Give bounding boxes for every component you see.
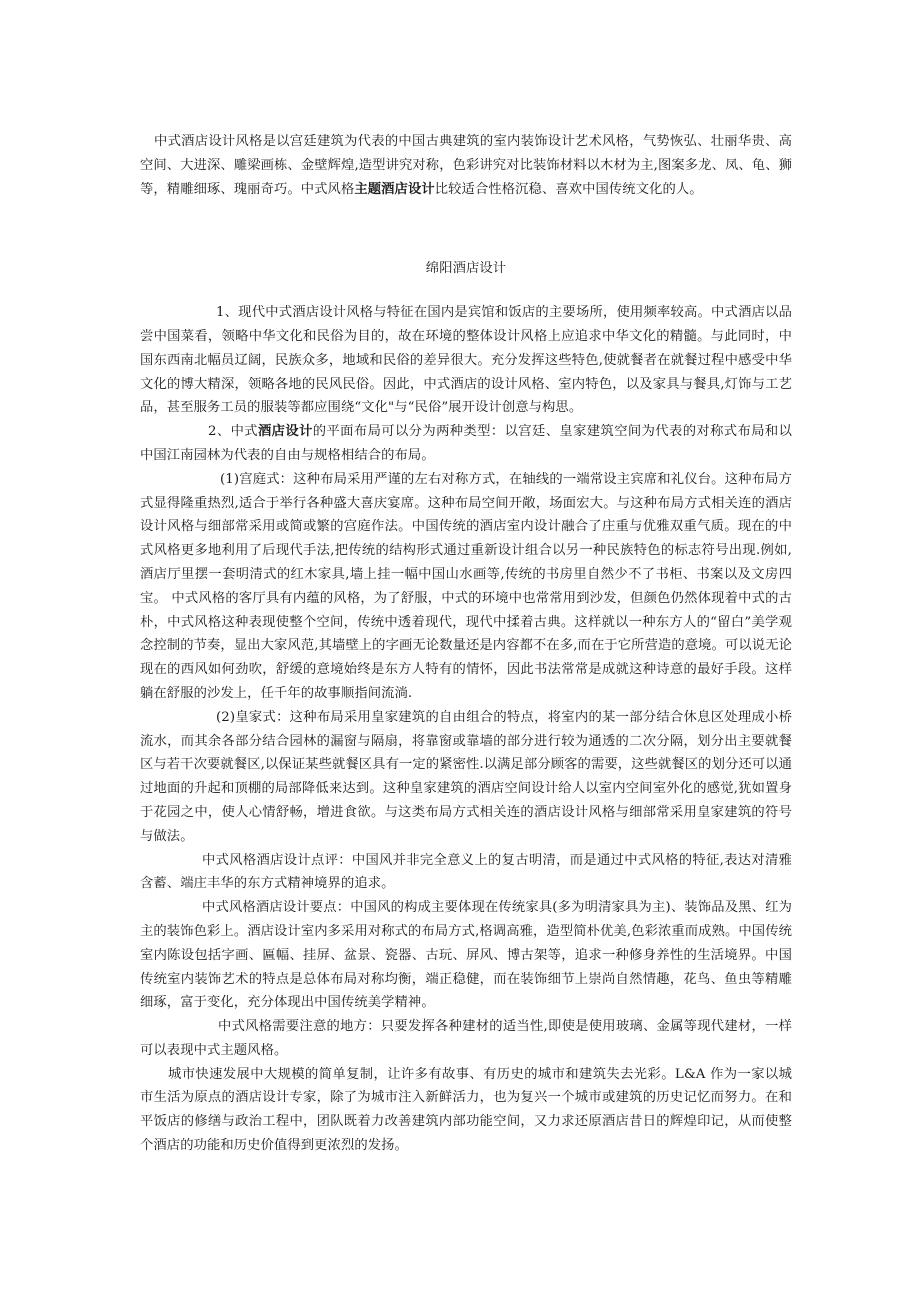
- paragraph-review: 中式风格酒店设计点评：中国风并非完全意义上的复古明清，而是通过中式风格的特征,表达对清雅含蓄、端庄丰华的东方式精神境界的追求。: [140, 852, 792, 892]
- intro-paragraph: [140, 130, 792, 201]
- para2-bold-link[interactable]: 酒店设计: [257, 424, 313, 440]
- para2-text-2: 的平面布局可以分为两种类型：以宫廷、皇家建筑空间为代表的对称式布局和以中国江南园林为代表的自由与规格相结合的布局。: [140, 424, 792, 463]
- intro-text-2: 比较适合性格沉稳、喜欢中国传统文化的人。: [434, 181, 703, 197]
- intro-text-1: 中式酒店设计风格是以宫廷建筑为代表的中国古典建筑的室内装饰设计艺术风格，气势恢弘、壮丽华贵、高空间、大进深、雕梁画栋、金壁辉煌,造型讲究对称，色彩讲究对比装饰材料以木材为主,图案多龙、凤、龟、狮等，精雕细琢、瑰丽奇巧。中式风格: [140, 134, 792, 197]
- document-body: [140, 130, 792, 1158]
- paragraph-1: 1、现代中式酒店设计风格与特征在国内是宾馆和饭店的主要场所，使用频率较高。中式酒店以品尝中国菜看，领略中华文化和民俗为目的，故在环境的整体设计风格上应追求中华文化的精髓。与此同时，中国东西南北幅员辽阔，民族众多，地域和民俗的差异很大。充分发挥这些特色,使就餐者在就餐过程中感受中华文化的博大精深，领略各地的民风民俗。因此，中式酒店的设计风格、室内特色，以及家具与餐具,灯饰与工艺品，甚至服务工员的服装等都应围绕“文化"与“民俗”展开设计创意与构思。: [140, 305, 792, 416]
- paragraph-2: [140, 420, 792, 468]
- paragraph-key-points: 中式风格酒店设计要点：中国风的构成主要体现在传统家具(多为明清家具为主)、装饰品及黑、红为主的装饰色彩上。酒店设计室内多采用对称式的布局方式,格调高雅，造型简朴优美,色彩浓重而成熟。中国传统室内陈设包括字画、匾幅、挂屏、盆景、瓷器、古玩、屏风、博古架等，追求一种修身养性的生活境界。中国传统室内装饰艺术的特点是总体布局对称均衡，端正稳健，而在装饰细节上崇尚自然情趣，花鸟、鱼虫等精雕细琢，富于变化，充分体现出中国传统美学精神。: [140, 900, 792, 1011]
- paragraph-notes: 中式风格需要注意的地方：只要发挥各种建材的适当性,即使是使用玻璃、金属等现代建材，一样可以表现中式主题风格。: [140, 1019, 792, 1058]
- paragraph-palace-style: (1)宫庭式：这种布局采用严谨的左右对称方式，在轴线的一端常设主宾席和礼仪台。这种布局方式显得隆重热烈,适合于举行各种盛大喜庆宴席。这种布局空间开敞，场面宏大。与这种布局方式相关连的酒店设计风格与细部常采用或简或繁的宫庭作法。中国传统的酒店室内设计融合了庄重与优雅双重气质。现在的中式风格更多地利用了后现代手法,把传统的结构形式通过重新设计组合以另一种民族特色的标志符号出现.例如,酒店厅里摆一套明清式的红木家具,墙上挂一幅中国山水画等,传统的书房里自然少不了书柜、书案以及文房四宝。 中式风格的客厅具有内蕴的风格，为了舒服，中式的环境中也常常用到沙发，但颜色仍然体现着中式的古朴，中式风格这种表现使整个空间，传统中透着现代，现代中揉着古典。这样就以一种东方人的“留白”美学观念控制的节奏，显出大家风范,其墙壁上的字画无论数量还是内容都不在多,而在于它所营造的意境。可以说无论现在的西风如何劲吹，舒缓的意境始终是东方人特有的情怀，因此书法常常是成就这种诗意的最好手段。这样躺在舒服的沙发上，任千年的故事顺指间流淌.: [140, 471, 792, 701]
- page-title: 绵阳酒店设计: [425, 261, 507, 277]
- paragraph-closing: 城市快速发展中大规模的简单复制，让许多有故事、有历史的城市和建筑失去光彩。L&A 作为一家以城市生活为原点的酒店设计专家，除了为城市注入新鲜活力，也为复兴一个城市或建筑的历史记忆而努力。在和平饭店的修缮与政治工程中，团队既着力改善建筑内部功能空间，又力求还原酒店昔日的辉煌印记，从而使整个酒店的功能和历史价值得到更浓烈的发扬。: [140, 1066, 792, 1154]
- intro-bold-link[interactable]: 主题酒店设计: [354, 181, 435, 197]
- paragraph-royal-style: (2)皇家式：这种布局采用皇家建筑的自由组合的特点，将室内的某一部分结合休息区处理成小桥流水，而其余各部分结合园林的漏窗与隔扇，将靠窗或靠墙的部分进行较为通透的二次分隔，划分出主要就餐区与若干次要就餐区,以保证某些就餐区具有一定的紧密性.以满足部分顾客的需要，这些就餐区的划分还可以通过地面的升起和顶棚的局部降低来达到。这种皇家建筑的酒店空间设计给人以室内空间室外化的感觉,犹如置身于花园之中，使人心情舒畅，增进食欲。与这类布局方式相关连的酒店设计风格与细部常采用皇家建筑的符号与做法。: [140, 709, 792, 844]
- para2-text-1: 2、中式: [208, 424, 258, 440]
